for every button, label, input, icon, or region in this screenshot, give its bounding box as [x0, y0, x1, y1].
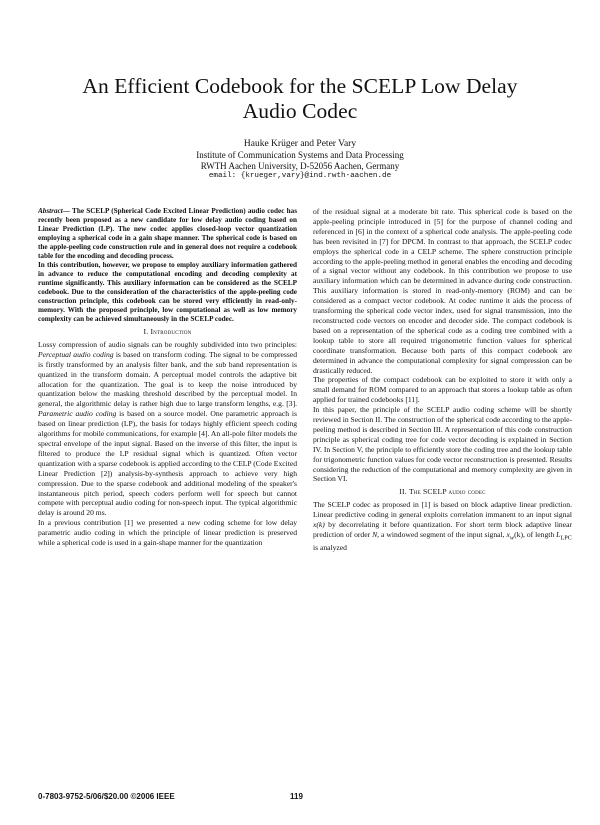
author-block	[100, 138, 500, 182]
abstract	[38, 207, 297, 324]
right-paragraph-1: of the residual signal at a moderate bit rate. This spherical code is based on the apple-peeling principle introduced in [5] for the purpose of channel coding and referenced in [6] in the context of a spherical code analysis. The apple-peeling code has been revisited in [7] for DPCM. In contrast to that approach, the SCELP codec employs the spherical code in a CELP scheme. The sphere construction principle according to the apple-peeling method in general enables the encoding and decoding of a signal vector without any codebook. In this contribution we propose to use auxiliary information which can be determined in advance during code construction. This auxiliary information is stored in read-only-memory (ROM) and can be considered as a compact vector codebook. At codec runtime it aids the process of transforming the spherical code vector index, used for signal transmission, into the reconstructed code vectors on encoder and decoder side. The compact codebook is based on a representation of the spherical code as a coding tree combined with a lookup table to store all required trigonometric function values for spherical coordinate transformation. Because both parts of this compact codebook are determined in advance the computational complexity for signal compression can be drastically reduced.	[313, 207, 572, 375]
intro-paragraph-2: In a previous contribution [1] we presented a new coding scheme for low delay parametric audio coding in which the principle of linear prediction is preserved while a spherical code is used in a gain-shape manner for the quantization	[38, 518, 297, 548]
section-heading-introduction: I. Introduction	[143, 327, 192, 336]
author-email: email: {krueger,vary}@ind.rwth-aachen.de	[208, 172, 392, 180]
right-column	[313, 207, 572, 773]
intro-paragraph-1: Lossy compression of audio signals can be roughly subdivided into two principles: Perceptual audio coding is based on transform coding. The signal to be compressed is firstly transformed by an analysis filter bank, and the sub band representation is quantized in the transform domain. A perceptual model controls the adaptive bit allocation for the quantization. The goal is to keep the noise introduced by quantization below the masking threshold described by the perceptual model. In general, the algorithmic delay is rather high due to large transform lengths, e.g. [3]. Parametric audio coding is based on a source model. One parametric approach is based on linear prediction (LP), the basis for todays highly efficient speech coding algorithms for mobile communications, for example [4]. An all-pole filter models the spectral envelope of the input signal. Based on the inverse of this filter, the input is filtered to produce the LP residual signal which is quantized. Often vector quantization with a sparse codebook is applied according to the CELP (Code Excited Linear Prediction [2]) analysis-by-synthesis approach to achieve very high compression. Due to the sparse codebook and additional modeling of the speaker's instantaneous pitch period, speech coders perform well for speech but cannot compete with perceptual audio coding for non-speech input. The typical algorithmic delay is around 20 ms.	[38, 339, 297, 518]
right-paragraph-4: The SCELP codec as proposed in [1] is based on block adaptive linear prediction. Linear predictive coding in general exploits correlation immanent to an input signal x(k) by decorrelating it before quantization. For short term block adaptive linear prediction of order N, a windowed segment of the input signal, $x_w(k)$, of length $L_{LPC}$ is analyzed	[313, 500, 572, 553]
abstract-paragraph-1: Abstract— The SCELP (Spherical Code Excited Linear Prediction) audio codec has recently been proposed as a new candidate for low delay audio coding based on Linear Prediction (LP). The new codec applies closed-loop vector quantization employing a spherical code in a gain shape manner. The spherical code is based on the apple-peeling code construction rule and in general does not require a codebook table for the encoding and decoding process.	[38, 207, 297, 260]
author-names: Hauke Krüger and Peter Vary	[243, 139, 357, 149]
abstract-paragraph-2: In this contribution, however, we propose to employ auxiliary information gathered in advance to reduce the computational encoding and decoding complexity at runtime significantly. This auxiliary information can be considered as the SCELP codebook. Due to the consideration of the characteristics of the apple-peeling code construction principle, this codebook can be stored very efficiently in read-only-memory. With the proposed principle, low computational as well as low memory complexity can be achieved simultaneously in the SCELP codec.	[38, 261, 297, 323]
footer-isbn: 0-7803-9752-5/06/$20.00 ©2006 IEEE	[38, 792, 175, 801]
page-number: 119	[290, 792, 303, 801]
author-university: RWTH Aachen University, D-52056 Aachen, Germany	[200, 160, 400, 171]
right-paragraph-3: In this paper, the principle of the SCELP audio coding scheme will be shortly reviewed in Section II. The construction of the spherical code according to the apple-peeling method is described in Section III. A representation of this code construction principle as spherical coding tree for code vector decoding is explained in Section IV. In Section V, the principle to efficiently store the coding tree and the lookup table for trigonometric function values for code vector reconstruction is presented. Results considering the reduction of the computational and memory complexity are given in Section VI.	[313, 405, 572, 484]
left-column	[38, 207, 297, 773]
abstract-label: Abstract	[38, 207, 63, 215]
title-line-1: An Efficient Codebook for the SCELP Low Delay	[82, 74, 518, 98]
author-institute: Institute of Communication Systems and Data Processing	[196, 150, 404, 160]
paper-title	[40, 74, 560, 124]
section-heading-scelp: II. The SCELP audio codec	[399, 487, 486, 497]
title-line-2: Audio Codec	[242, 99, 358, 123]
right-paragraph-2: The properties of the compact codebook can be exploited to store it with only a small demand for ROM compared to an approach that stores a lookup table as often applied for trained codebooks [11].	[313, 375, 572, 405]
